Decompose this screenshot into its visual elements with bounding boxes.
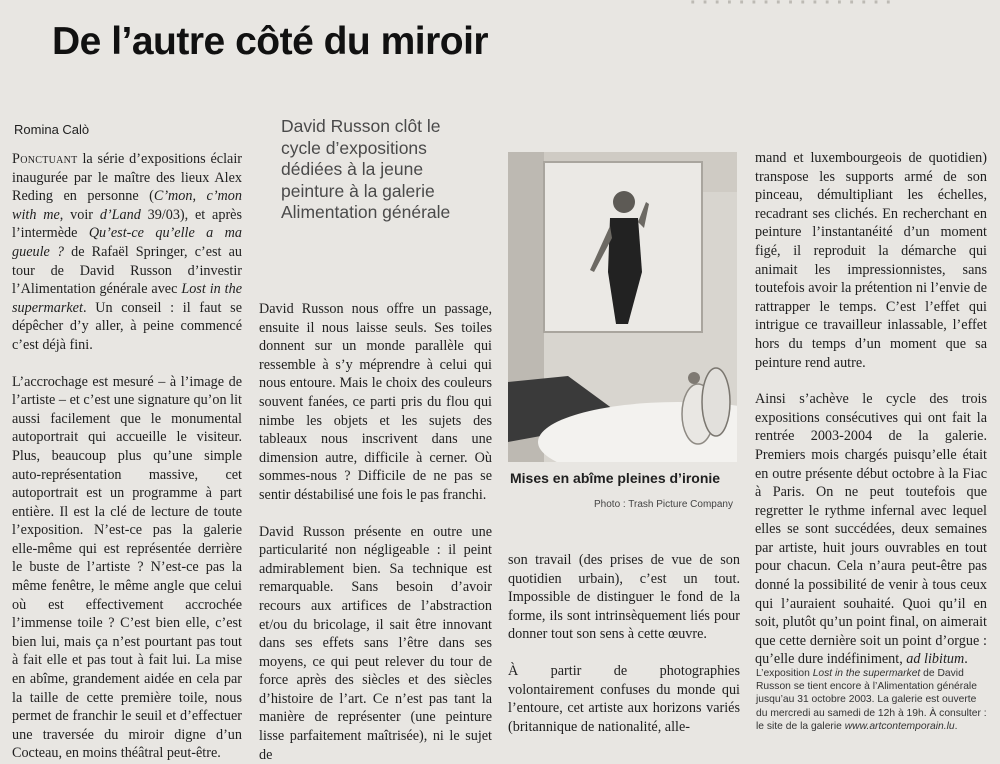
photo-caption: Mises en abîme pleines d’ironie bbox=[510, 470, 721, 486]
text-column-4 bbox=[755, 149, 987, 669]
paragraph-5: son travail (des prises de vue de son quotidien urbain), c’est un tout. Impossible de distinguer le fond de la forme, ils sont intrinsèquement liés pour donner tout son sens à cette œuvre. bbox=[508, 552, 740, 643]
italic-title: Lost in the supermarket bbox=[812, 668, 921, 679]
paragraph-1 bbox=[12, 150, 242, 355]
paragraph-3: David Russon nous offre un passage, ensuite il nous laisse seuls. Ses toiles donnent sur un monde parallèle qui ressemble à s’y méprendre à celui qui nous entoure. Mais le choix des couleurs souvent fanées, ce parti pris du flou qui nimbe les objets et les sujets des tableaux nous inscrivent dans une dimension autre, difficile à cerner. Où sommes-nous ? Difficile de ne pas se sentir déstabilisé une fois le pas franchi. bbox=[259, 301, 492, 503]
italic-title: Qu’est-ce qu’elle a ma gueule ? bbox=[12, 225, 243, 260]
paragraph-2: L’accrochage est mesuré – à l’image de l’artiste – et c’est une signature qu’on lit aussi facilement que le monumental autoportrait qui accueille le visiteur. Plus, beaucoup plus qu’une simple auto-représentation massive, cet autoportrait est un programme à part entière. Il est la clé de lecture de toute l’exposition. N’est-ce pas la galerie elle-même qui est représentée derrière le buste de l’artiste ? N’est-ce pas la même fenêtre, le même angle que celui où est effectivement accrochée l’immense toile ? C’est bien elle, c’est bien lui, mais ça n’est pourtant pas tout à fait elle et pas tout à fait lui. La mise en abîme, grandement aidée en cela par la taille de cette première toile, nous permet de franchir le seuil et d’effectuer une traversée du miroir digne d’un Cocteau, en moins théâtral peut-être. bbox=[12, 373, 242, 762]
italic-phrase: ad libitum bbox=[906, 651, 965, 668]
text-column-3 bbox=[508, 551, 740, 736]
paragraph-4: David Russon présente en outre une particularité non négligeable : il peint admirablement bien. Sa technique est remarquable. Sans besoin d’avoir recours aux artifices de l’abstraction et/ou du bricolage, il sait être innovant dans ses effets sans l’être dans ses moyens, ce qui peut relever du tour de force après des siècles et des siècles d’histoire de l’art. Ce n’est pas tant la manière de représenter (une peinture lisse parfaitement maîtrisée), ni le sujet de bbox=[259, 523, 492, 763]
italic-title: Lost in the supermarket bbox=[12, 281, 242, 316]
article-title: De l’autre côté du miroir bbox=[52, 20, 489, 63]
article-deck: David Russon clôt le cycle d’expositions dédiées à la jeune peinture à la galerie Alimentation générale bbox=[281, 116, 451, 223]
text-column-2 bbox=[259, 300, 492, 764]
paragraph-6: À partir de photographies volontairement confuses du monde qui l’entoure, cet artiste aux horizons variés (britannique de nationalité, alle- bbox=[508, 662, 740, 735]
paragraph-8 bbox=[755, 390, 987, 669]
photo-credit: Photo : Trash Picture Company bbox=[594, 499, 733, 510]
previous-page-header-fragment: · · · · · · · · · · · · · · · · · bbox=[690, 0, 893, 14]
text-run: 39/03), et après l’intermède bbox=[12, 206, 242, 242]
text-run: . bbox=[964, 651, 968, 668]
gallery-website: www.artcontemporain.lu bbox=[844, 720, 955, 732]
exhibition-info-box bbox=[756, 667, 988, 733]
text-run: Ainsi s’achève le cycle des trois expositions consécutives qui ont fait la rentrée 2003-2004 de la galerie. Premiers mois chargés puisqu’elle était en outre présente début octobre à la Fiac à Paris. On ne peut toutefois que regretter le rythme infernal avec lequel elles se sont succédées, deux semaines par artiste, huit jours ouvrables en tout pour chacun. Cela n’aura peut-être pas donné la possibilité de venir à tous ceux qui l’auraient souhaité. Quoi qu’il en soit, plutôt qu’un point final, on aimerait que cette dernière soit un point d’orgue : qu’elle dure indéfiniment, bbox=[755, 391, 987, 668]
article-photo bbox=[508, 152, 737, 462]
italic-title: C’mon, c’mon with me bbox=[12, 188, 242, 223]
text-run: , voir bbox=[59, 206, 100, 223]
text-run: . bbox=[954, 720, 958, 732]
text-run: de Rafaël Springer, c’est au tour de David Russon d’investir l’Alimentation générale avec bbox=[12, 243, 242, 298]
lead-word: Ponctuant bbox=[12, 151, 78, 167]
paragraph-7: mand et luxembourgeois de quotidien) transpose les supports armé de son pinceau, démultipliant les échelles, recadrant ses clichés. En recherchant en peinture l’instantanéité d’un moment figé, il reproduit la démarche qui animait les impressionnistes, sans toutefois avoir la prétention ni l’envie de rattrapper le temps. C’est l’effet qui intrigue ce travailleur inlassable, l’effet hors du temps d’un moment que sa peinture rend autre. bbox=[755, 150, 987, 371]
text-run: la série d’expositions éclair inaugurée par le maître des lieux Alex Reding en personne ( bbox=[12, 151, 242, 205]
gallery-photo-illustration bbox=[508, 152, 737, 462]
italic-publication: d’Land bbox=[99, 206, 141, 223]
text-column-1 bbox=[12, 150, 242, 763]
text-run: L’exposition bbox=[756, 668, 813, 679]
text-run: . Un conseil : il faut se dépêcher d’y aller, à peine commencé c’est déjà fini. bbox=[12, 299, 242, 353]
text-run: de David Russon se tient encore à l’Alimentation générale jusqu’au 31 octobre 2003. La galerie est ouverte du mercredi au samedi de 12h à 19h. À consulter : le site de la galerie bbox=[756, 668, 987, 732]
author-byline: Romina Calò bbox=[14, 122, 90, 137]
